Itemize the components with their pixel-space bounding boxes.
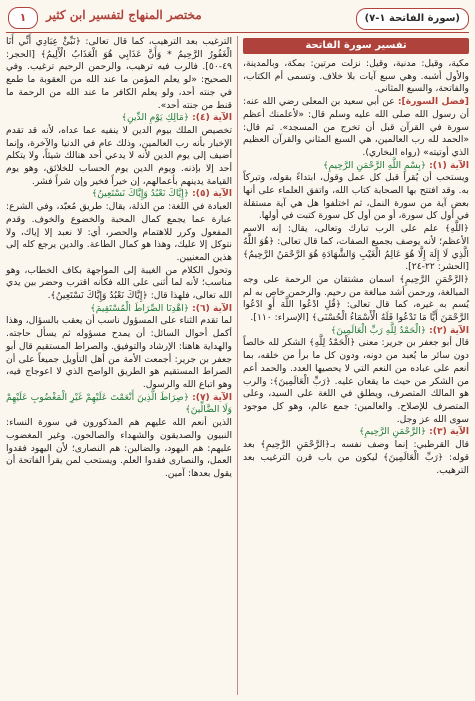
right-column — [243, 36, 469, 477]
paragraph: الذين أنعم الله عليهم هم المذكورون في سورة النساء: النبيون والصديقون والشهداء والصالحون. وغير المغضوب عليهم: هم اليهود، والضالين: هم النصارى؛ لأن اليهود فقدوا العمل، والنصارى فقدوا العلم. ويستحب لمن يقرأ الفاتحة أن يقول بعدها: آمين. — [6, 417, 232, 479]
verse-label: الآية (٥): — [192, 188, 232, 200]
paragraph: مكية، وقيل: مدنية، وقيل: نزلت مرتين: بمكة، وبالمدينة، والأول أشبه. وهي سبع آيات بلا خلاف. وتسمى أم الكتاب، والفاتحة، والسبع المثاني. — [243, 58, 469, 95]
verse-text: ﴿مَالِكِ يَوْمِ الدِّينِ﴾ — [121, 112, 190, 124]
page-number: ١ — [8, 7, 38, 29]
paragraph: الترغيب بعد الترهيب، كما قال تعالى: ﴿نَبِّئْ عِبَادِي أَنِّي أَنَا الْغَفُورُ الرَّحِيمُ * وَأَنَّ عَذَابِي هُوَ الْعَذَابُ الْأَلِيمُ﴾ [الحجر: ٤٩-٥٠]. فالرب فيه ترهيب، والرحمن الرحيم ترغيب. وفي الصحيح: «لو يعلم المؤمن ما عند الله من العقوبة ما طمع في جنته أحد، ولو يعلم الكافر ما عند الله من الرحمة ما قنط من جنته أحد». — [6, 36, 232, 111]
paragraph: ويستحب أن يُقرأ قبل كل عمل وقول، ابتداءً بقوله، وتبركاً به. وقد افتتح بها الصحابة كتاب الله، واتفق العلماء على أنها بعض آية من سورة النمل، ثم اختلفوا هل هي آية مستقلة في أول كل سورة، أو من أول كل سورة كتبت في أولها. — [243, 172, 469, 222]
paragraph: ﴿اللَّهِ﴾ علم على الرب تبارك وتعالى، يقال: إنه الاسم الأعظم؛ لأنه يوصف بجميع الصفات، كما قال تعالى: ﴿هُوَ اللَّهُ الَّذِي لَا إِلَهَ إِلَّا هُوَ عَالِمُ الْغَيْبِ وَالشَّهَادَةِ هُوَ الرَّحْمَنُ الرَّحِيمُ﴾ [الحشر: ٢٢-٢٤]. — [243, 223, 469, 273]
section-title: تفسير سورة الفاتحة — [243, 38, 469, 54]
verse-text: ﴿إِيَّاكَ نَعْبُدُ وَإِيَّاكَ نَسْتَعِينُ﴾ — [91, 188, 190, 200]
paragraph: قال أبو جعفر بن جرير: معنى ﴿الْحَمْدُ لِلَّهِ﴾ الشكر لله خالصاً دون سائر ما يُعبد من دونه، ودون كل ما برأ من خلقه، بما أنعم على عباده من النعم التي لا يحصيها العدد. والحمد أعم من الشكر من حيث ما يقعان عليه. ﴿رَبِّ الْعَالَمِينَ﴾: والرب هو المالك المتصرف، ويطلق في اللغة على السيد، وعلى المتصرف للإصلاح. والعالمين: جمع عالم، وهو كل موجود سوى الله عز وجل. — [243, 337, 469, 425]
paragraph: تخصيص الملك بيوم الدين لا ينفيه عما عداه، لأنه قد تقدم الإخبار بأنه رب العالمين، وذلك عام في الدنيا والآخرة، وإنما أضيف إلى يوم الدين لأنه لا يدعي أحد هنالك شيئاً، ولا يتكلم أحد إلا بإذنه. ويوم الدين يوم الحساب للخلائق، وهو يوم القيامة يدينهم بأعمالهم، إن خيراً فخير وإن شراً فشر. — [6, 124, 232, 187]
verse-line — [243, 325, 469, 338]
paragraph-text: عن أبي سعيد بن المعلى رضي الله عنه: أن رسول الله صلى الله عليه وسلم قال: «لأعلمنك أعظم سورة في القرآن قبل أن تخرج من المسجد». ثم قال: «الحمد لله رب العالمين، هي السبع المثاني والقرآن العظيم الذي أوتيته» (رواه البخاري). — [243, 96, 469, 158]
sura-title: (سورة الفاتحة ١-٧) — [356, 8, 469, 30]
paragraph: قال القرطبي: إنما وصف نفسه بـ﴿الرَّحْمَنِ الرَّحِيمِ﴾ بعد قوله: ﴿رَبِّ الْعَالَمِينَ﴾ ليكون من باب قرن الترغيب بعد الترهيب. — [243, 439, 469, 476]
verse-label: الآية (٣): — [429, 426, 469, 438]
verse-label: الآية (١): — [429, 159, 469, 171]
book-title: مختصر المنهاج لتفسير ابن كثير — [46, 8, 202, 22]
paragraph: ﴿الرَّحْمَنِ الرَّحِيمِ﴾ اسمان مشتقان من الرحمة على وجه المبالغة، ورحمن أشد مبالغة من رحيم. والرحمن خاص به لم يُسم به غيره، كما قال تعالى: ﴿قُلِ ادْعُوا اللَّهَ أَوِ ادْعُوا الرَّحْمَنَ أَيًّا مَا تَدْعُوا فَلَهُ الْأَسْمَاءُ الْحُسْنَى﴾ [الإسراء: ١١٠]. — [243, 273, 469, 324]
left-column — [6, 36, 232, 481]
paragraph: لما تقدم الثناء على المسؤول ناسب أن يعقب بالسؤال، وهذا أكمل أحوال السائل: أن يمدح مسؤوله ثم يسأل حاجته. والهداية هاهنا: الإرشاد والتوفيق. والصراط المستقيم قال أبو جعفر بن جرير: أجمعت الأمة من أهل التأويل جميعاً على أن الصراط المستقيم هو الطريق الواضح الذي لا اعوجاج فيه، وهو اتباع الله والرسول. — [6, 315, 232, 390]
verse-line — [243, 426, 469, 439]
verse-text: ﴿صِرَاطَ الَّذِينَ أَنْعَمْتَ عَلَيْهِمْ غَيْرِ الْمَغْضُوبِ عَلَيْهِمْ وَلَا الضَّالِّينَ﴾ — [6, 391, 232, 416]
verse-line — [243, 160, 469, 173]
verse-line — [6, 188, 232, 201]
paragraph: العبادة في اللغة: من الذلة، يقال: طريق مُعبّد، وفي الشرع: عبارة عما يجمع كمال المحبة والخضوع والخوف. وقدم المفعول وكرر للاهتمام والحصر، أي: لا نعبد إلا إياك، ولا نتوكل إلا عليك، وهذا هو كمال الطاعة. والدين يرجع كله إلى هذين المعنيين. — [6, 201, 232, 263]
verse-line — [6, 392, 232, 417]
section-heading: [فضل السورة]: — [397, 96, 470, 108]
page-header — [6, 4, 469, 33]
paragraph — [243, 96, 469, 160]
verse-label: الآية (٢): — [429, 324, 469, 336]
column-divider — [237, 36, 238, 695]
verse-text: ﴿الْحَمْدُ لِلَّهِ رَبِّ الْعَالَمِينَ﴾ — [330, 324, 427, 336]
verse-text: ﴿الرَّحْمَنِ الرَّحِيمِ﴾ — [359, 426, 427, 438]
verse-label: الآية (٤): — [192, 112, 232, 124]
verse-text: ﴿بِسْمِ اللَّهِ الرَّحْمَنِ الرَّحِيمِ﴾ — [323, 159, 427, 171]
verse-label: الآية (٧): — [192, 391, 232, 403]
verse-label: الآية (٦): — [192, 302, 232, 314]
verse-line — [6, 112, 232, 125]
paragraph: وتحول الكلام من الغيبة إلى المواجهة بكاف الخطاب، وهو مناسب؛ لأنه لما أثنى على الله فكأنه اقترب وحضر بين يدي الله تعالى، فلهذا قال: ﴿إِيَّاكَ نَعْبُدُ وَإِيَّاكَ نَسْتَعِينُ﴾. — [6, 264, 232, 302]
verse-line — [6, 303, 232, 316]
verse-text: ﴿اهْدِنَا الصِّرَاطَ الْمُسْتَقِيمَ﴾ — [90, 302, 190, 314]
